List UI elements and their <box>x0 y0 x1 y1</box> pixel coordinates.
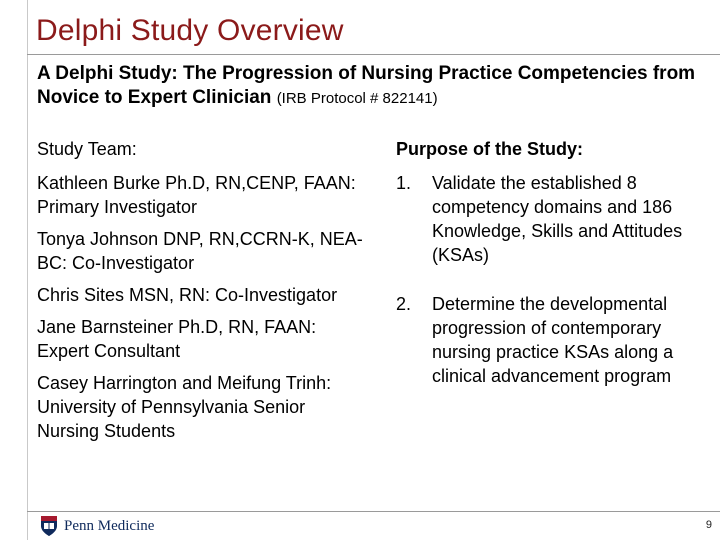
footer-divider <box>27 511 720 512</box>
team-member: Tonya Johnson DNP, RN,CCRN-K, NEA-BC: Co-Investigator <box>37 229 363 273</box>
left-border-line <box>27 0 28 540</box>
study-team-heading: Study Team: <box>37 139 137 159</box>
purpose-item <box>396 171 716 267</box>
study-subtitle <box>37 62 712 111</box>
study-team-column <box>37 137 367 451</box>
team-member: Jane Barnsteiner Ph.D, RN, FAAN: Expert Consultant <box>37 317 317 361</box>
purpose-item-number: 2. <box>396 294 412 314</box>
purpose-heading: Purpose of the Study: <box>396 139 584 159</box>
logo-text: Penn Medicine <box>64 517 155 534</box>
team-member: Casey Harrington and Meifung Trinh: University of Pennsylvania Senior Nursing Students <box>37 373 332 441</box>
penn-medicine-logo <box>40 515 154 537</box>
purpose-item-number: 1. <box>396 173 412 193</box>
irb-protocol: (IRB Protocol # 822141) <box>276 90 438 107</box>
subtitle-main: A Delphi Study: The Progression of Nursing Practice Competencies from Novice to Expert Clinician <box>37 63 696 108</box>
page-number: 9 <box>705 519 712 531</box>
penn-shield-icon <box>40 515 58 537</box>
purpose-item <box>396 292 716 388</box>
purpose-item-text: Validate the established 8 competency domains and 186 Knowledge, Skills and Attitudes (KSAs) <box>432 173 683 265</box>
title-divider <box>27 54 720 55</box>
purpose-list <box>396 171 716 388</box>
purpose-item-text: Determine the developmental progression of contemporary nursing practice KSAs along a clinical advancement program <box>432 294 674 386</box>
slide-title: Delphi Study Overview <box>36 14 344 47</box>
team-member: Chris Sites MSN, RN: Co-Investigator <box>37 285 338 305</box>
team-member: Kathleen Burke Ph.D, RN,CENP, FAAN: Primary Investigator <box>37 173 356 217</box>
purpose-column <box>396 137 716 413</box>
